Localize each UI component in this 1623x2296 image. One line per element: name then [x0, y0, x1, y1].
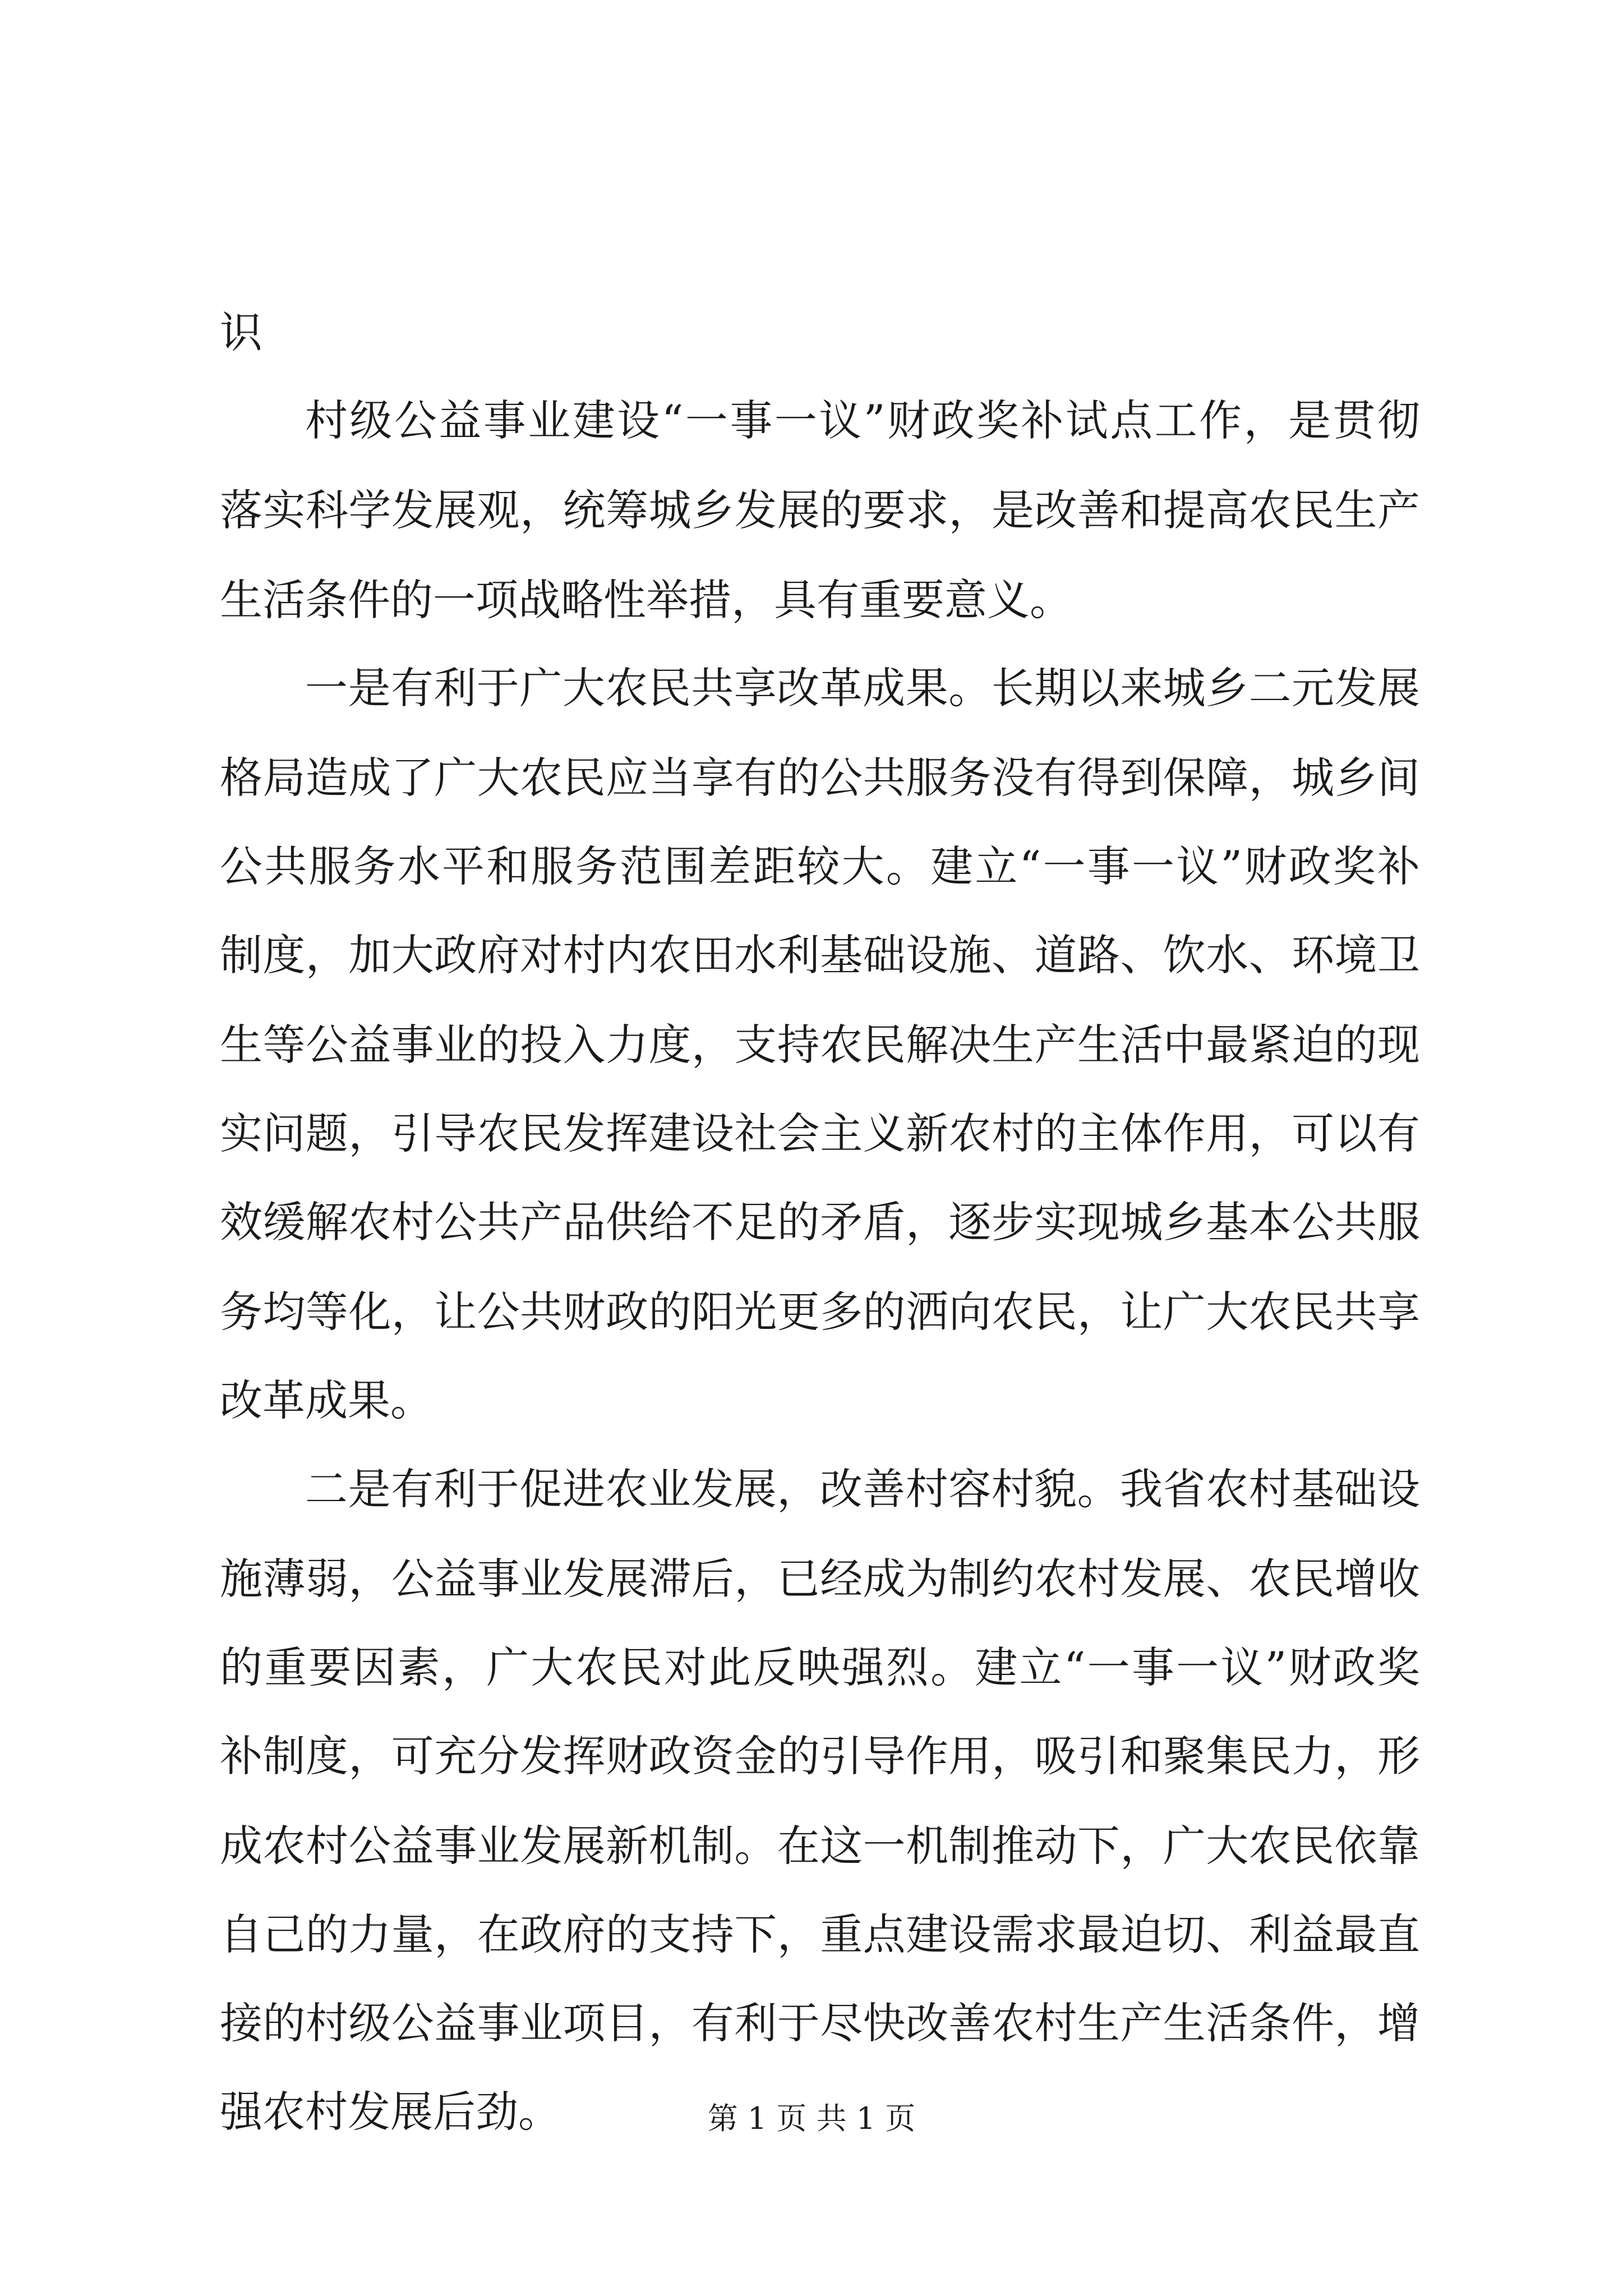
paragraph-3-line-5: 成农村公益事业发展新机制。在这一机制推动下，广大农民依靠	[220, 1821, 1420, 1871]
paragraph-1-line-2: 落实科学发展观，统筹城乡发展的要求，是改善和提高农民生产	[220, 485, 1420, 535]
paragraph-2-line-8: 务均等化，让公共财政的阳光更多的洒向农民，让广大农民共享	[220, 1287, 1420, 1337]
paragraph-3-line-4: 补制度，可充分发挥财政资金的引导作用，吸引和聚集民力，形	[220, 1731, 1420, 1781]
paragraph-3-line-6: 自己的力量，在政府的支持下，重点建设需求最迫切、利益最直	[220, 1910, 1420, 1959]
paragraph-3-line-7: 接的村级公益事业项目，有利于尽快改善农村生产生活条件，增	[220, 1998, 1420, 2048]
paragraph-2-line-4: 制度，加大政府对村内农田水利基础设施、道路、饮水、环境卫	[220, 930, 1420, 980]
paragraph-3-line-2: 施薄弱，公益事业发展滞后，已经成为制约农村发展、农民增收	[220, 1554, 1420, 1604]
paragraph-2-line-2: 格局造成了广大农民应当享有的公共服务没有得到保障，城乡间	[220, 753, 1420, 803]
paragraph-2-line-7: 效缓解农村公共产品供给不足的矛盾，逐步实现城乡基本公共服	[220, 1197, 1420, 1247]
paragraph-1-line-1: 村级公益事业建设“一事一议”财政奖补试点工作，是贯彻	[305, 395, 1420, 445]
paragraph-2-line-5: 生等公益事业的投入力度，支持农民解决生产生活中最紧迫的现	[220, 1020, 1420, 1070]
paragraph-2-line-3: 公共服务水平和服务范围差距较大。建立“一事一议”财政奖补	[220, 841, 1420, 891]
paragraph-2-line-1: 一是有利于广大农民共享改革成果。长期以来城乡二元发展	[305, 663, 1420, 713]
paragraph-3-line-8: 强农村发展后劲。	[220, 2087, 561, 2137]
paragraph-2-line-9: 改革成果。	[220, 1375, 433, 1425]
paragraph-3-line-1: 二是有利于促进农业发展，改善村容村貌。我省农村基础设	[305, 1464, 1420, 1514]
page-footer: 第 1 页 共 1 页	[707, 2101, 916, 2136]
paragraph-3-line-3: 的重要因素，广大农民对此反映强烈。建立“一事一议”财政奖	[220, 1642, 1420, 1692]
paragraph-2-line-6: 实问题，引导农民发挥建设社会主义新农村的主体作用，可以有	[220, 1108, 1420, 1158]
paragraph-1-line-3: 生活条件的一项战略性举措，具有重要意义。	[220, 575, 1072, 625]
text-line: 识	[220, 307, 262, 357]
